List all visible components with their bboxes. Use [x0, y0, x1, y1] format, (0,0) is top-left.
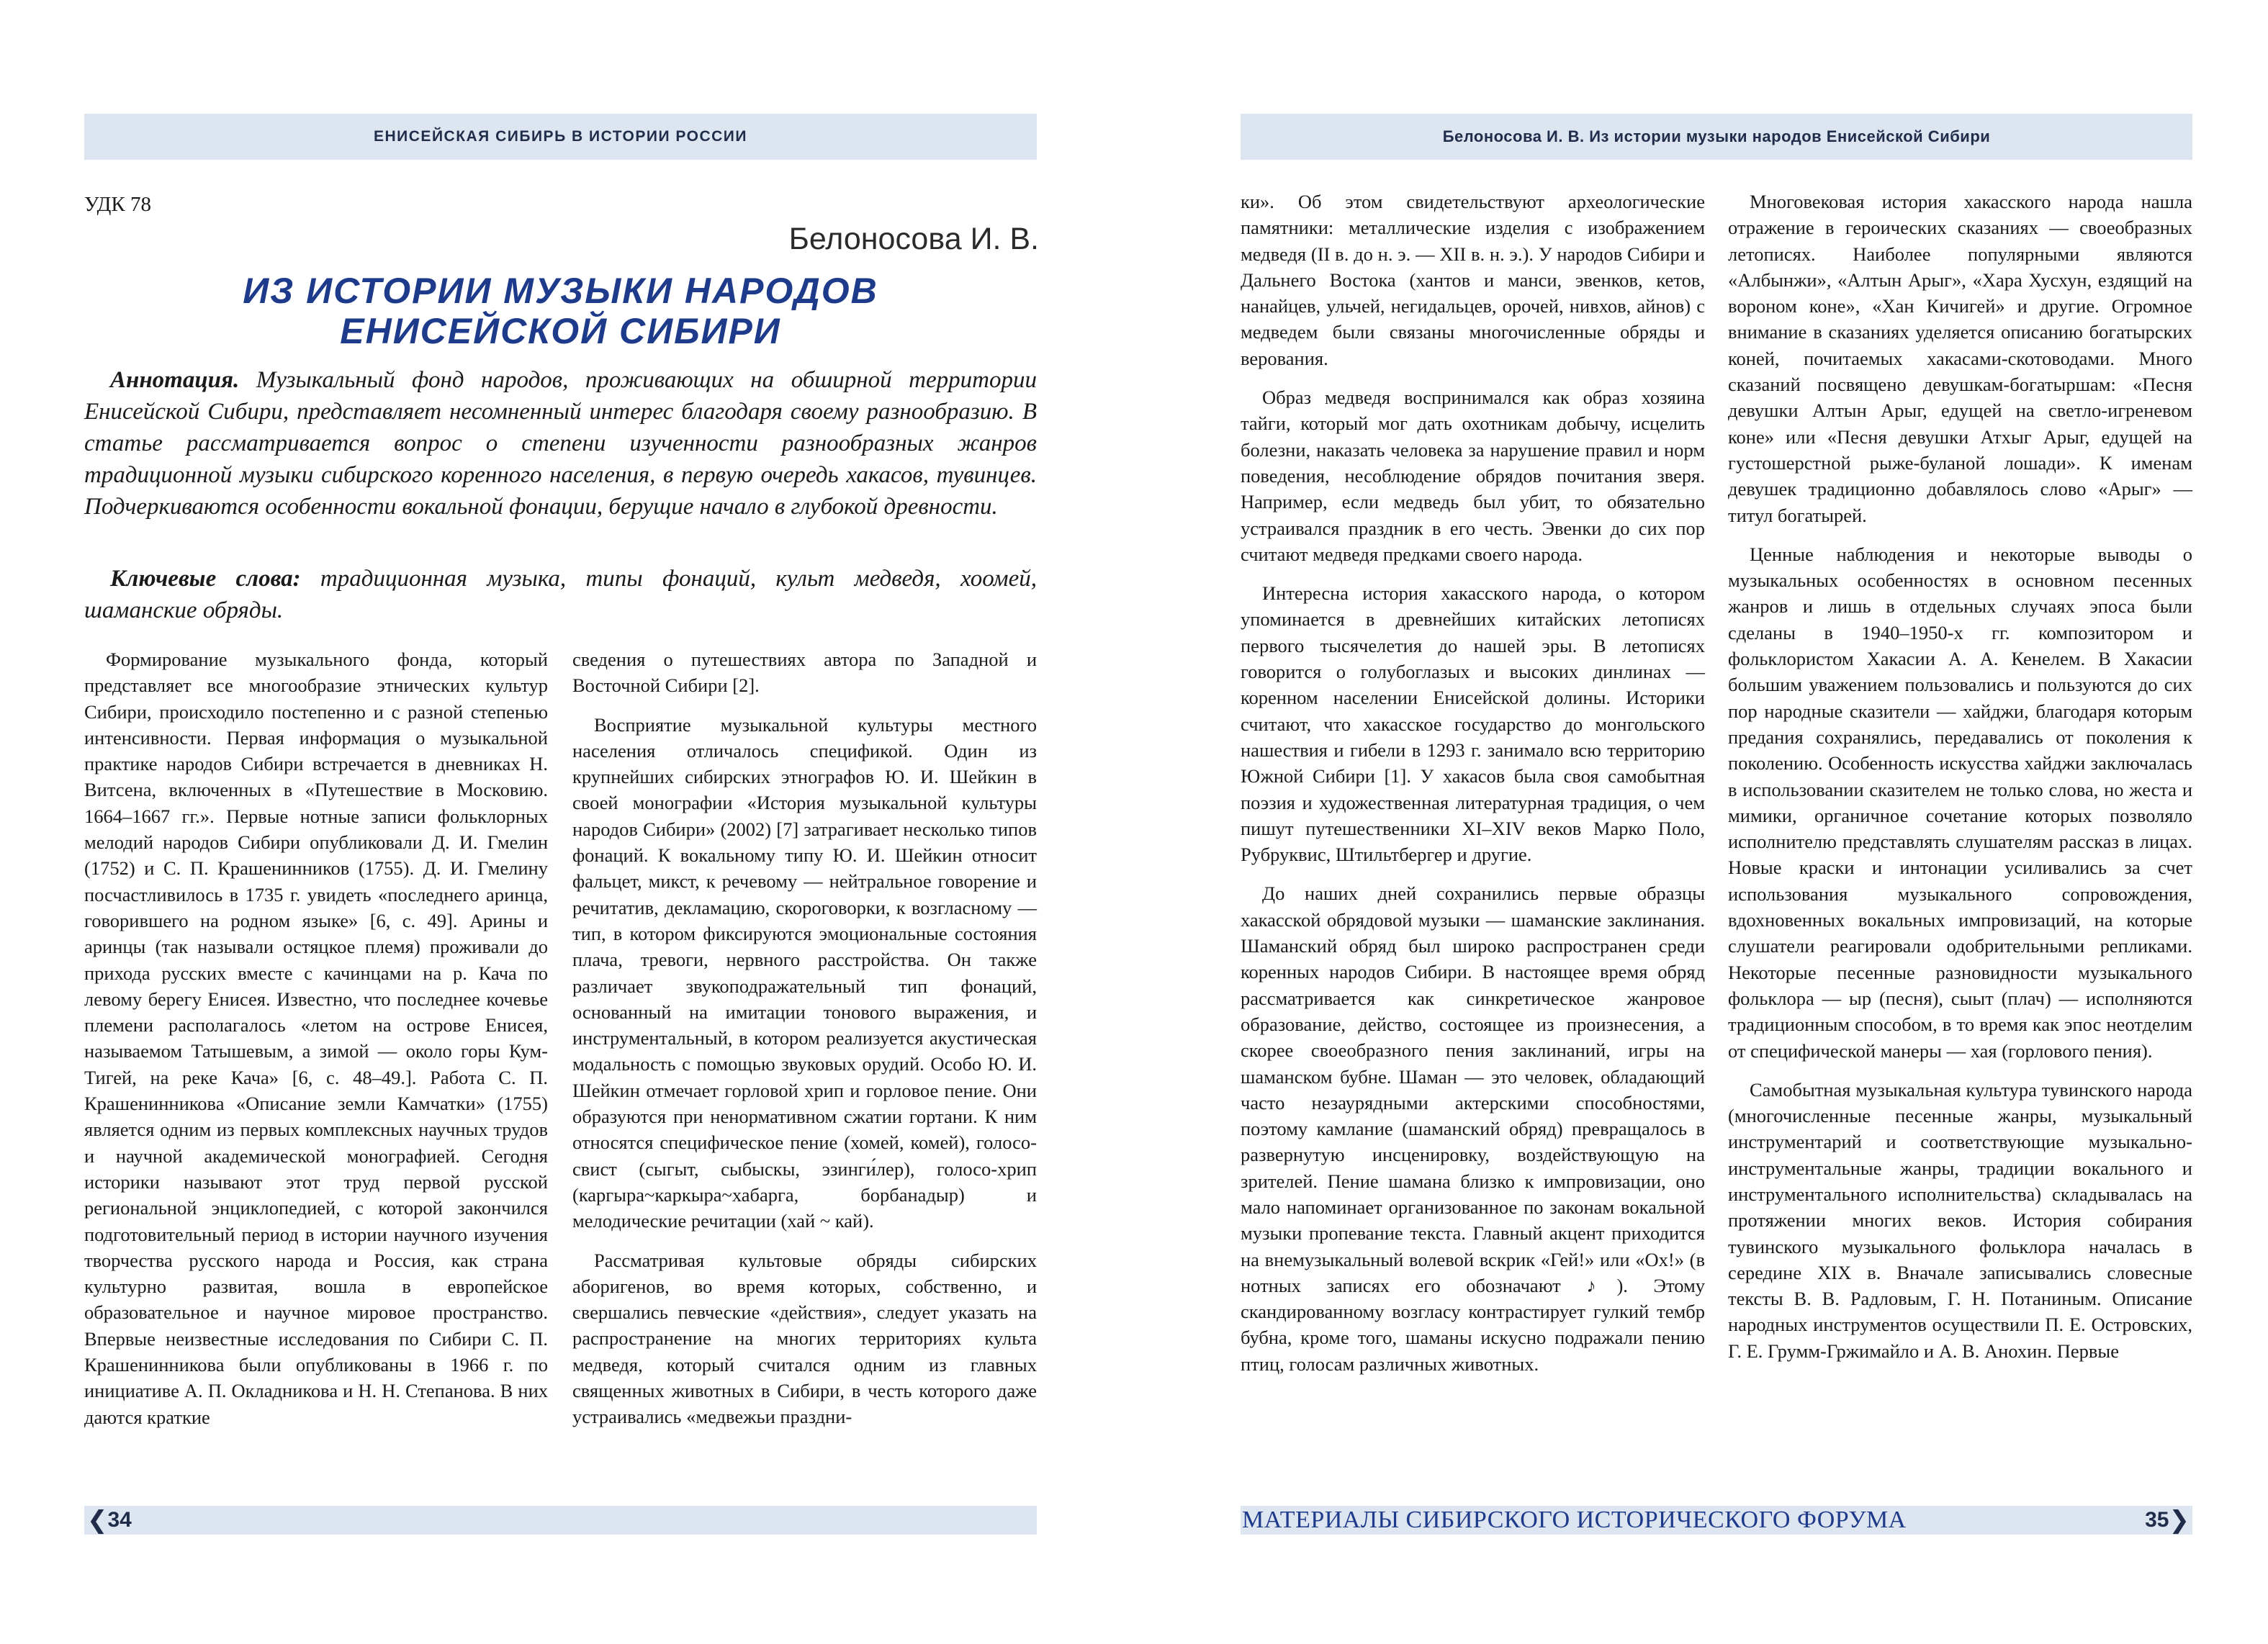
body-column-3	[1241, 189, 1705, 1390]
paragraph: Образ медведя воспринимался как образ хозяина тайги, который мог дать охотникам добычу, исцелить болезни, наказать человека за нарушение правил и норм поведения, несоблюдение обрядов почитания зверя. Например, если медведь был убит, то обязательно устраивался праздник в его честь. Эвенки до сих пор считают медведя предками своего народа.	[1241, 387, 1705, 565]
paragraph: Формирование музыкального фонда, который представляет все многообразие этнических культур Сибири, происходило постепенно и с разной степенью интенсивности. Первая информация о музыкальной практике народов Сибири встречается в дневниках Н. Витсена, включенных в «Путешествие в Московию. 1664–1667 гг.». Первые нотные записи фольклорных мелодий народов Сибири опубликовали Д. И. Гмелин (1752) и С. П. Крашенинников (1755). Д. И. Гмелину посчастливилось в 1735 г. увидеть «последнего аринца, говорившего на родном языке» [6, с. 49]. Арины и аринцы (так называли остяцкое племя) проживали до прихода русских вместе с качинцами на р. Кача по левому берегу Енисея. Известно, что последнее кочевье племени располагалось «летом на острове Енисея, называемом Татышевым, а зимой — около горы Кум-Тигей, на реке Кача» [6, с. 48–49.]. Работа С. П. Крашенинникова «Описание земли Камчатки» (1755) является одним из первых комплексных научных трудов и научной академической монографией. Сегодня историки называют этот труд первой русской региональной энциклопедией, с которой закончился подготовительный период в истории научного изучения творчества русского народа и Россия, как страна культурно развитая, вошла в европейское образовательное и научное мировое пространство. Впервые неизвестные исследования по Сибири С. П. Крашенинникова были опубликованы в 1966 г. по инициативе А. П. Окладникова и Н. Н. Степанова. В них даются краткие	[84, 649, 548, 1428]
body-column-1	[84, 646, 548, 1443]
article-author: Белоносова И. В.	[788, 222, 1039, 256]
paragraph: Восприятие музыкальной культуры местного населения отличалось спецификой. Один из крупнейших сибирских этнографов Ю. И. Шейкин в своей монографии «История музыкальной культуры народов Сибири» (2002) [7] затрагивает несколько типов фонаций. К вокальному типу Ю. И. Шейкин относит фальцет, микст, к речевому — нейтральное говорение и речитатив, декламацию, скороговорки, к возгласному — тип, в котором фиксируются эмоциональные состояния плача, тревоги, нервного расстройства. Он также различает звукоподражательный тип фонаций, основанный на имитации тонового выражения, и инструментальный, в котором реализуется акустическая модальность с помощью звуковых орудий. Особо Ю. И. Шейкин отмечает горловой хрип и горловое пение. Они образуются при ненормативном сжатии гортани. К ним относятся специфическое пение (хомей, комей), голосо-свист (сыгыт, сыбыскы, эзинги́лер), голосо-хрип (каргыра~каркыра~хабарга, борбанадыр) и мелодические речитации (хай ~ кай).	[572, 713, 1037, 1232]
paragraph: Самобытная музыкальная культура тувинского народа (многочисленные песенные жанры, музыкальный инструментарий и соответствующие музыкально-инструментальные жанры, традиции вокального и инструментального исполнительства) складывалась на протяжении многих веков. История собирания тувинского музыкального фольклора началась в середине XIX в. Вначале записывались словесные тексты В. В. Радловым, Г. Н. Потаниным. Описание народных инструментов осуществили П. Е. Островских, Г. Е. Грумм-Гржимайло и А. В. Анохин. Первые	[1728, 1078, 2192, 1362]
udk-code: УДК 78	[84, 193, 151, 216]
paragraph: ки». Об этом свидетельствуют археологические памятники: металлические изделия с изображением медведя (II в. до н. э. — XII в. н. э.). У народов Сибири и Дальнего Востока (хантов и манси, эвенков, кетов, нанайцев, ульчей, негидальцев, орочей, нивхов, айнов) с медведем были связаны многочисленные обряды и верования.	[1241, 191, 1705, 369]
page-number: 35	[2145, 1508, 2169, 1532]
paragraph: Рассматривая культовые обряды сибирских аборигенов, во время которых, собственно, и свершались певческие «действия», следует указать на распространение на многих территориях культа медведя, который считался одним из главных священных животных в Сибири, в честь которого даже устраивались «медвежьи праздни-	[572, 1249, 1037, 1428]
abstract-text: Музыкальный фонд народов, проживающих на обширной территории Енисейской Сибири, представляет несомненный интерес благодаря своему разнообразию. В статье рассматривается вопрос о степени изученности разнообразных жанров традиционной музыки сибирского коренного населения, в первую очередь хакасов, тувинцев. Подчеркиваются особенности вокальной фонации, берущие начало в глубокой древности.	[84, 367, 1037, 520]
body-column-2	[572, 646, 1037, 1443]
paragraph: сведения о путешествиях автора по Западной и Восточной Сибири [2].	[572, 649, 1037, 697]
right-page	[1134, 0, 2268, 1644]
abstract-label: Аннотация.	[110, 367, 240, 393]
title-line-1: ИЗ ИСТОРИИ МУЗЫКИ НАРОДОВ	[243, 271, 878, 311]
chevron-right-icon: ❯	[2169, 1507, 2190, 1534]
page-number-block	[87, 1506, 132, 1535]
running-header-text: ЕНИСЕЙСКАЯ СИБИРЬ В ИСТОРИИ РОССИИ	[374, 128, 747, 145]
chevron-left-icon: ❮	[87, 1507, 108, 1534]
abstract	[84, 364, 1037, 523]
page-footer	[84, 1506, 1037, 1535]
running-header	[1241, 114, 2192, 160]
running-header-text: Белоносова И. В. Из истории музыки народов Енисейской Сибири	[1442, 127, 1991, 145]
paragraph: До наших дней сохранились первые образцы хакасской обрядовой музыки — шаманские заклинания. Шаманский обряд был широко распространен среди коренных народов Сибири. В настоящее время обряд рассматривается как синкретическое жанровое образование, действо, состоящее из произнесения, а скорее своеобразного пения заклинаний, игры на шаманском бубне. Шаман — это человек, обладающий часто незаурядными актерскими способностями, поэтому камлание (шаманский обряд) превращалось в развернутую инсценировку, воздействующую на зрителей. Пение шамана близко к импровизации, оно мало напоминает организованное по законам вокальной музыки пропевание текста. Главный акцент приходится на внемузыкальный волевой вскрик «Гей!» или «Ох!» (в нотных записях его обозначают ♪). Этому скандированному возгласу контрастирует гулкий тембр бубна, кроме того, шаманы искусно подражали пению птиц, голосам различных животных.	[1241, 882, 1705, 1375]
keywords-label: Ключевые слова:	[110, 566, 301, 592]
paragraph: Многовековая история хакасского народа нашла отражение в героических сказаниях — своеобразных летописях. Наиболее популярными являются «Албынжи», «Алтын Арыг», «Хара Хусхун, ездящий на вороном коне», «Хан Кичигей» и другие. Огромное внимание в сказаниях уделяется описанию богатырских коней, почитаемых хакасами-скотоводами. Много сказаний посвящено девушкам-богатыршам: «Песня девушки Алтын Арыг, едущей на светло-игреневом коне» или «Песня девушки Атхыг Арыг, едущей на густошерстной рыже-буланой лошади». К именам девушек традиционно добавлялось слово «Арыг» — титул богатырей.	[1728, 191, 2192, 526]
paragraph: Интересна история хакасского народа, о котором упоминается в древнейших китайских летописях первого тысячелетия до нашей эры. В летописях говорится о голубоглазых и высоких динлинах — коренном населении Енисейской долины. Историки считают, что хакасское государство до монгольского нашествия и гибели в 1293 г. занимало всю территорию Южной Сибири [1]. У хакасов была своя самобытная поэзия и художественная литературная традиция, о чем пишут путешественники XI–XIV веков Марко Поло, Рубруквис, Штильтбергер и другие.	[1241, 582, 1705, 866]
article-title	[84, 271, 1037, 351]
journal-name: МАТЕРИАЛЫ СИБИРСКОГО ИСТОРИЧЕСКОГО ФОРУМА	[1242, 1507, 1907, 1533]
running-header	[84, 114, 1037, 160]
title-line-2: ЕНИСЕЙСКОЙ СИБИРИ	[340, 311, 781, 351]
body-column-4	[1728, 189, 2192, 1377]
page-number-block	[2145, 1506, 2190, 1535]
page-number: 34	[107, 1508, 132, 1532]
page-footer	[1241, 1506, 2192, 1535]
paragraph: Ценные наблюдения и некоторые выводы о музыкальных особенностях в основном песенных жанров и лишь в отдельных случаях эпоса были сделаны в 1940–1950-х гг. композитором и фольклористом Хакасии А. А. Кенелем. В Хакасии большим уважением пользовались и пользуются до сих пор народные сказители — хайджи, благодаря которым предания сохранялись, передавались от поколения к поколению. Особенность искусства хайджи заключалась в использовании сказителем не только слова, но жеста и мимики, органичное сочетание которых позволяло исполнителю представлять слушателям рассказ в лицах. Новые краски и интонации усиливались за счет использования музыкального сопровождения, вдохновенных вокальных импровизаций, на которые слушатели реагировали одобрительными репликами. Некоторые песенные разновидности музыкального фольклора — ыр (песня), сыыт (плач) — исполняются традиционным способом, в то время как эпос неотделим от специфической манеры — хая (горлового пения).	[1728, 543, 2192, 1062]
keywords	[84, 563, 1037, 626]
keywords-text: традиционная музыка, типы фонаций, культ медведя, хоомей, шаманские обряды.	[84, 566, 1037, 623]
